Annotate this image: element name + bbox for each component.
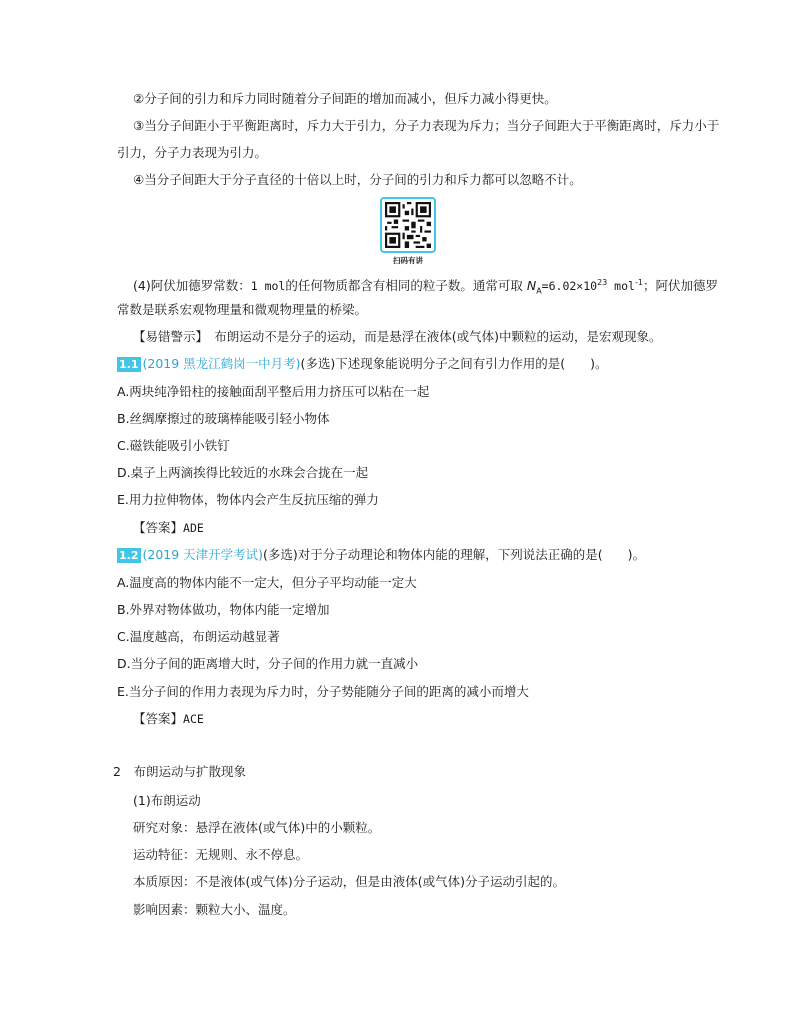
answer-value: ACE [183, 712, 204, 726]
section-heading: 2 布朗运动与扩散现象 [113, 764, 246, 779]
question-2-option: C.温度越高，布朗运动越显著 [117, 629, 280, 644]
question-2-option: A.温度高的物体内能不一定大，但分子平均动能一定大 [117, 575, 417, 590]
avogadro-post: ；阿伏加德罗 [642, 278, 718, 294]
avogadro-value: =6.02×10 [541, 279, 598, 294]
question-2-text: (多选)对于分子动理论和物体内能的理解，下列说法正确的是( )。 [263, 547, 646, 562]
question-2-source: (2019 天津开学考试) [142, 547, 264, 562]
list-item: 运动特征：无规则、永不停息。 [133, 847, 309, 862]
paragraph-force-negligible: ④当分子间距大于分子直径的十倍以上时，分子间的引力和斥力都可以忽略不计。 [133, 172, 582, 187]
answer-label: 【答案】 [133, 520, 184, 535]
question-1-option: C.磁铁能吸引小铁钉 [117, 438, 230, 453]
list-item: 本质原因：不是液体(或气体)分子运动，但是由液体(或气体)分子运动引起的。 [133, 874, 566, 889]
question-2-option: D.当分子间的距离增大时，分子间的作用力就一直减小 [117, 656, 419, 671]
avogadro-intro: (4)阿伏加德罗常数： [133, 278, 251, 294]
list-item: 研究对象：悬浮在液体(或气体)中的小颗粒。 [133, 820, 381, 835]
paragraph-avogadro-2: 常数是联系宏观物理量和微观物理量的桥梁。 [117, 302, 368, 317]
question-1-answer [133, 519, 204, 537]
question-1-option: D.桌子上两滴挨得比较近的水珠会合拢在一起 [117, 465, 369, 480]
question-1-stem [117, 355, 608, 373]
question-1-source: (2019 黑龙江鹤岗一中月考) [142, 356, 301, 371]
warning-note: 【易错警示】 布朗运动不是分子的运动，而是悬浮在液体(或气体)中颗粒的运动，是宏观现象。 [133, 329, 662, 344]
list-item: 影响因素：颗粒大小、温度。 [133, 902, 296, 917]
question-1-tag: 1.1 [119, 358, 139, 371]
question-1-text: (多选)下述现象能说明分子之间有引力作用的是( )。 [300, 356, 608, 371]
paragraph-force-decrease: ②分子间的引力和斥力同时随着分子间距的增加而减小，但斥力减小得更快。 [133, 91, 557, 106]
avogadro-unit-exponent: -1 [634, 278, 643, 287]
qr-code[interactable] [380, 197, 436, 253]
avogadro-mol: 1 mol [250, 279, 286, 294]
avogadro-unit: mol [607, 279, 635, 294]
avogadro-symbol: N [526, 278, 537, 294]
question-2-tag: 1.2 [119, 549, 139, 562]
subsection-heading: (1)布朗运动 [133, 793, 201, 808]
paragraph-force-balance-1: ③当分子间距小于平衡距离时，斥力大于引力，分子力表现为斥力；当分子间距大于平衡距离时，斥力小于 [133, 118, 720, 133]
qr-caption: 扫码有讲 [393, 256, 423, 265]
question-1-option: B.丝绸摩擦过的玻璃棒能吸引轻小物体 [117, 411, 330, 426]
question-1-option: E.用力拉伸物体，物体内会产生反抗压缩的弹力 [117, 492, 379, 507]
qr-code-icon [385, 202, 431, 248]
avogadro-subscript: A [536, 286, 542, 296]
question-2-answer [133, 710, 204, 728]
avogadro-exponent: 23 [597, 278, 608, 287]
question-2-option: B.外界对物体做功，物体内能一定增加 [117, 602, 330, 617]
question-2-option: E.当分子间的作用力表现为斥力时，分子势能随分子间的距离的减小而增大 [117, 684, 529, 699]
question-2-stem [117, 546, 645, 564]
answer-label: 【答案】 [133, 711, 184, 726]
question-1-option: A.两块纯净铅柱的接触面刮平整后用力挤压可以粘在一起 [117, 384, 430, 399]
avogadro-middle: 的任何物质都含有相同的粒子数。通常可取 [285, 278, 527, 294]
paragraph-force-balance-2: 引力，分子力表现为引力。 [117, 145, 268, 160]
paragraph-avogadro-1 [133, 274, 718, 301]
answer-value: ADE [183, 521, 204, 535]
